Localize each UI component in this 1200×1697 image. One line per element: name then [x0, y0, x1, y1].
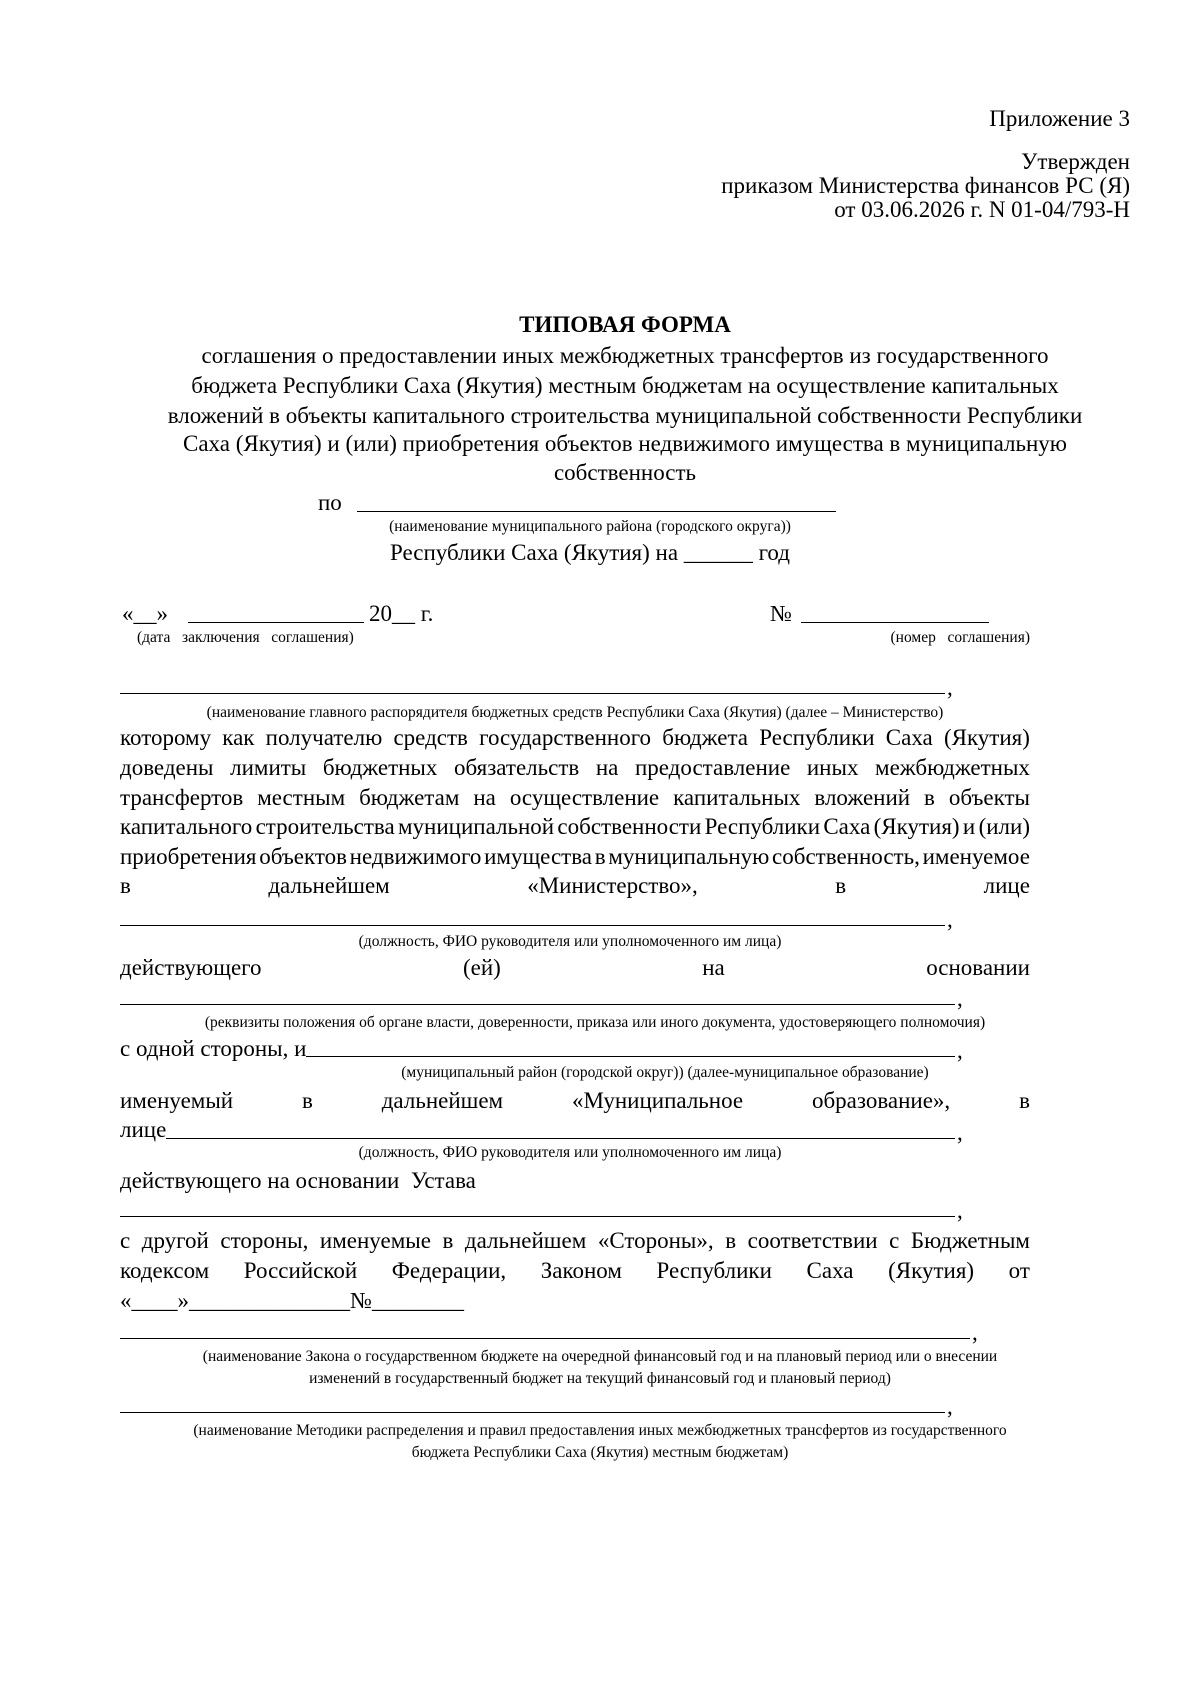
number-sign: № — [770, 601, 792, 626]
comma: , — [972, 1320, 978, 1345]
requisites-caption: (реквизиты положения об органе власти, доверенности, приказа или иного документа, удостоверяющего полномочия) — [204, 1014, 986, 1031]
para1-line: доведены лимиты бюджетных обязательств на предоставление иных межбюджетных — [120, 755, 1030, 780]
face-label: лице — [120, 1117, 167, 1142]
day-field[interactable]: «__» — [122, 601, 168, 626]
law-caption-line: (наименование Закона о государственном бюджете на очередной финансовый год и на плановый период или о внесении — [202, 1348, 998, 1365]
methodology-field[interactable] — [120, 1412, 945, 1413]
po-label: по — [318, 490, 342, 515]
agreement-number-field[interactable] — [801, 622, 989, 623]
acting-line: действующего (ей) на основании — [120, 955, 1030, 980]
para1-line: приобретения объектов недвижимого имущества в муниципальную собственность, именуемое — [120, 844, 1030, 869]
republic-year-line: Республики Саха (Якутия) на ______ год — [390, 540, 790, 565]
method-caption-line: бюджета Республики Саха (Якутия) местным бюджетам) — [411, 1444, 789, 1461]
para1-line: капитального строительства муниципальной собственности Республики Саха (Якутия) и (или) — [120, 814, 1030, 839]
comma: , — [947, 675, 953, 700]
ministry-head-field[interactable] — [120, 925, 945, 926]
appendix-label: Приложение 3 — [989, 106, 1130, 131]
municipality-field[interactable] — [306, 1056, 955, 1057]
para1-line: трансфертов местным бюджетам на осуществление капитальных вложений в объекты — [120, 785, 1030, 810]
municipal-head-field[interactable] — [166, 1138, 955, 1139]
one-side-label: с одной стороны, и — [120, 1036, 307, 1061]
order-date: от 03.06.2026 г. N 01-04/793-Н — [834, 197, 1130, 222]
title-line: собственность — [553, 460, 697, 485]
head-caption-2: (должность, ФИО руководителя или уполномоченного им лица) — [358, 1144, 782, 1161]
year-field[interactable]: 20__ г. — [369, 601, 434, 626]
law-date-field[interactable]: «____»______________№________ — [120, 1288, 464, 1313]
district-caption: (наименование муниципального района (городского округа)) — [389, 518, 791, 535]
district-field[interactable] — [357, 511, 836, 512]
month-field[interactable] — [188, 622, 364, 623]
charter-field[interactable] — [120, 1216, 955, 1217]
title-line: бюджета Республики Саха (Якутия) местным бюджетам на осуществление капитальных — [191, 373, 1059, 398]
order-line: приказом Министерства финансов РС (Я) — [721, 173, 1130, 198]
date-caption: (дата заключения соглашения) — [137, 629, 354, 646]
comma: , — [957, 1120, 963, 1145]
form-heading: ТИПОВАЯ ФОРМА — [519, 312, 731, 337]
approved-label: Утвержден — [1021, 149, 1130, 174]
law-caption-line: изменений в государственный бюджет на текущий финансовый год и плановый период) — [309, 1370, 891, 1387]
charter-line: действующего на основании Устава — [120, 1168, 476, 1193]
method-caption-line: (наименование Методики распределения и правил предоставления иных межбюджетных трансфертов из государственного — [193, 1422, 1007, 1439]
municipal-caption: (муниципальный район (городской округ)) (далее-муниципальное образование) — [401, 1064, 929, 1081]
number-caption: (номер соглашения) — [890, 629, 1030, 646]
title-line: Саха (Якутия) и (или) приобретения объектов недвижимого имущества в муниципальную — [183, 431, 1067, 456]
para2-line: кодексом Российской Федерации, Законом Республики Саха (Якутия) от — [120, 1258, 1030, 1283]
title-line: соглашения о предоставлении иных межбюджетных трансфертов из государственного — [201, 343, 1049, 368]
para2-line: с другой стороны, именуемые в дальнейшем «Стороны», в соответствии с Бюджетным — [120, 1228, 1030, 1253]
law-name-field[interactable] — [120, 1338, 970, 1339]
para1-line: в дальнейшем «Министерство», в лице — [120, 873, 1030, 898]
comma: , — [947, 1394, 953, 1419]
comma: , — [947, 907, 953, 932]
para1-line: которому как получателю средств государственного бюджета Республики Саха (Якутия) — [120, 725, 1030, 750]
basis-document-field[interactable] — [120, 1004, 955, 1005]
title-line: вложений в объекты капитального строительства муниципальной собственности Республики — [167, 403, 1083, 428]
named-line: именуемый в дальнейшем «Муниципальное образование», в — [120, 1088, 1030, 1113]
distributor-field[interactable] — [120, 693, 945, 694]
comma: , — [957, 1038, 963, 1063]
comma: , — [957, 986, 963, 1011]
comma: , — [957, 1198, 963, 1223]
distributor-caption: (наименование главного распорядителя бюджетных средств Республики Саха (Якутия) (далее – Министерство) — [206, 704, 944, 721]
head-caption: (должность, ФИО руководителя или уполномоченного им лица) — [358, 933, 782, 950]
